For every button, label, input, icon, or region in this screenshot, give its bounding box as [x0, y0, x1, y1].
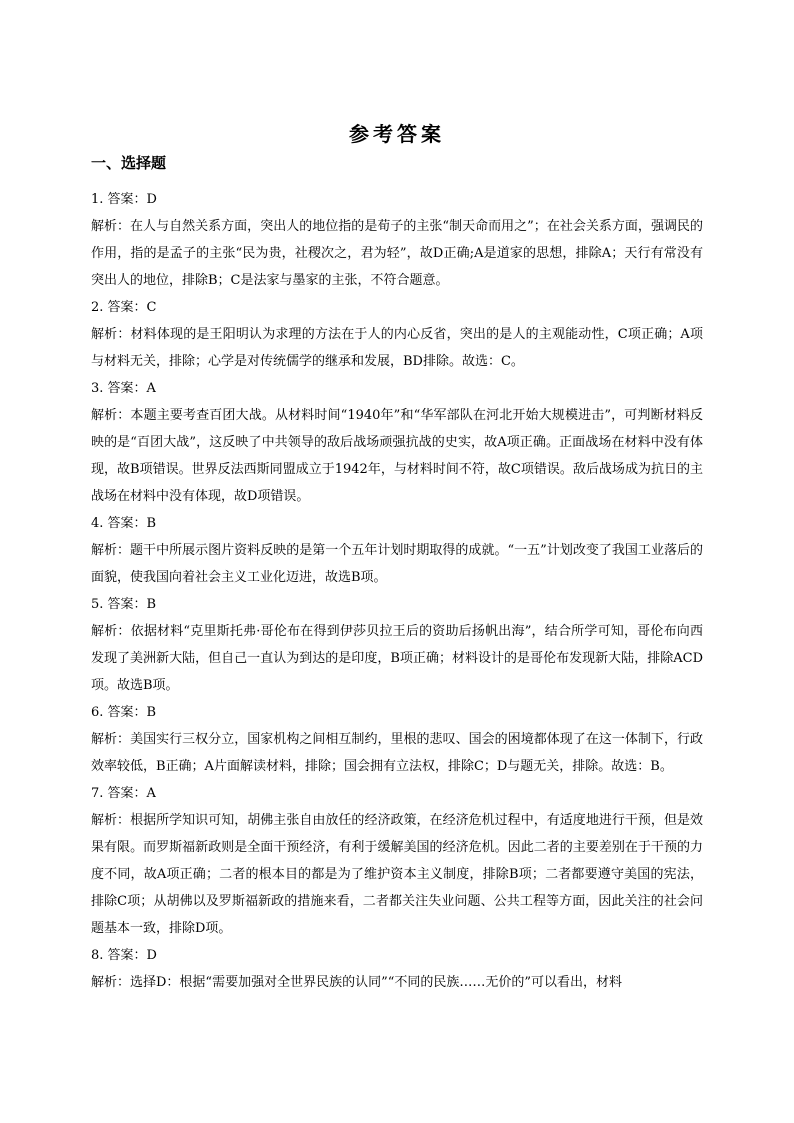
answer-item: [91, 591, 703, 699]
answer-item: [91, 294, 703, 375]
answer-explanation: 解析：在人与自然关系方面，突出人的地位指的是荀子的主张“制天命而用之”；在社会关系方面，强调民的作用，指的是孟子的主张“民为贵，社稷次之，君为轻”，故D正确;A是道家的思想，排除A；天行有常没有突出人的地位，排除B；C是法家与墨家的主张，不符合题意。: [91, 219, 703, 288]
answer-item: [91, 375, 703, 510]
answer-explanation: 解析：美国实行三权分立，国家机构之间相互制约，里根的悲叹、国会的困境都体现了在这一体制下，行政效率较低，B正确；A片面解读材料，排除；国会拥有立法权，排除C；D与题无关，排除。故选：B。: [91, 732, 703, 774]
answer-explanation: 解析：依据材料“克里斯托弗·哥伦布在得到伊莎贝拉王后的资助后扬帆出海”，结合所学可知，哥伦布向西发现了美洲新大陆，但自己一直认为到达的是印度，B项正确；材料设计的是哥伦布发现新大陆，排除ACD项。故选B项。: [91, 624, 703, 693]
answer-key: 1. 答案：D: [91, 192, 157, 207]
answer-item: [91, 780, 703, 942]
answer-explanation: 解析：材料体现的是王阳明认为求理的方法在于人的内心反省，突出的是人的主观能动性，C项正确；A项与材料无关，排除；心学是对传统儒学的继承和发展，BD排除。故选：C。: [91, 327, 703, 369]
page-title: 参考答案: [349, 122, 445, 146]
answer-key: 5. 答案：B: [91, 597, 157, 612]
answer-item: [91, 186, 703, 294]
answer-key: 2. 答案：C: [91, 300, 157, 315]
answer-explanation: 解析：根据所学知识可知，胡佛主张自由放任的经济政策，在经济危机过程中，有适度地进行干预，但是效果有限。而罗斯福新政则是全面干预经济，有利于缓解美国的经济危机。因此二者的主要差别在于干预的力度不同，故A项正确；二者的根本目的都是为了维护资本主义制度，排除B项；二者都要遵守美国的宪法，排除C项；从胡佛以及罗斯福新政的措施来看，二者都关注失业问题、公共工程等方面，因此关注的社会问题基本一致，排除D项。: [91, 813, 703, 936]
section-heading: 一、选择题: [91, 154, 167, 172]
answer-key: 7. 答案：A: [91, 786, 156, 801]
answer-item: [91, 699, 703, 780]
answer-explanation: 解析：选择D：根据“需要加强对全世界民族的认同”“不同的民族……无价的”可以看出，材料: [91, 975, 623, 990]
answer-item: [91, 510, 703, 591]
answer-key: 4. 答案：B: [91, 516, 157, 531]
answer-list: [91, 186, 703, 996]
answer-key: 6. 答案：B: [91, 705, 157, 720]
answer-item: [91, 942, 703, 996]
answer-explanation: 解析：题干中所展示图片资料反映的是第一个五年计划时期取得的成就。“一五”计划改变了我国工业落后的面貌，使我国向着社会主义工业化迈进，故选B项。: [91, 543, 703, 585]
answer-explanation: 解析：本题主要考查百团大战。从材料时间“1940年”和“华军部队在河北开始大规模进击”，可判断材料反映的是“百团大战”，这反映了中共领导的敌后战场顽强抗战的史实，故A项正确。正面战场在材料中没有体现，故B项错误。世界反法西斯同盟成立于1942年，与材料时间不符，故C项错误。敌后战场成为抗日的主战场在材料中没有体现，故D项错误。: [91, 408, 703, 504]
answer-key: 3. 答案：A: [91, 381, 156, 396]
answer-key: 8. 答案：D: [91, 948, 157, 963]
